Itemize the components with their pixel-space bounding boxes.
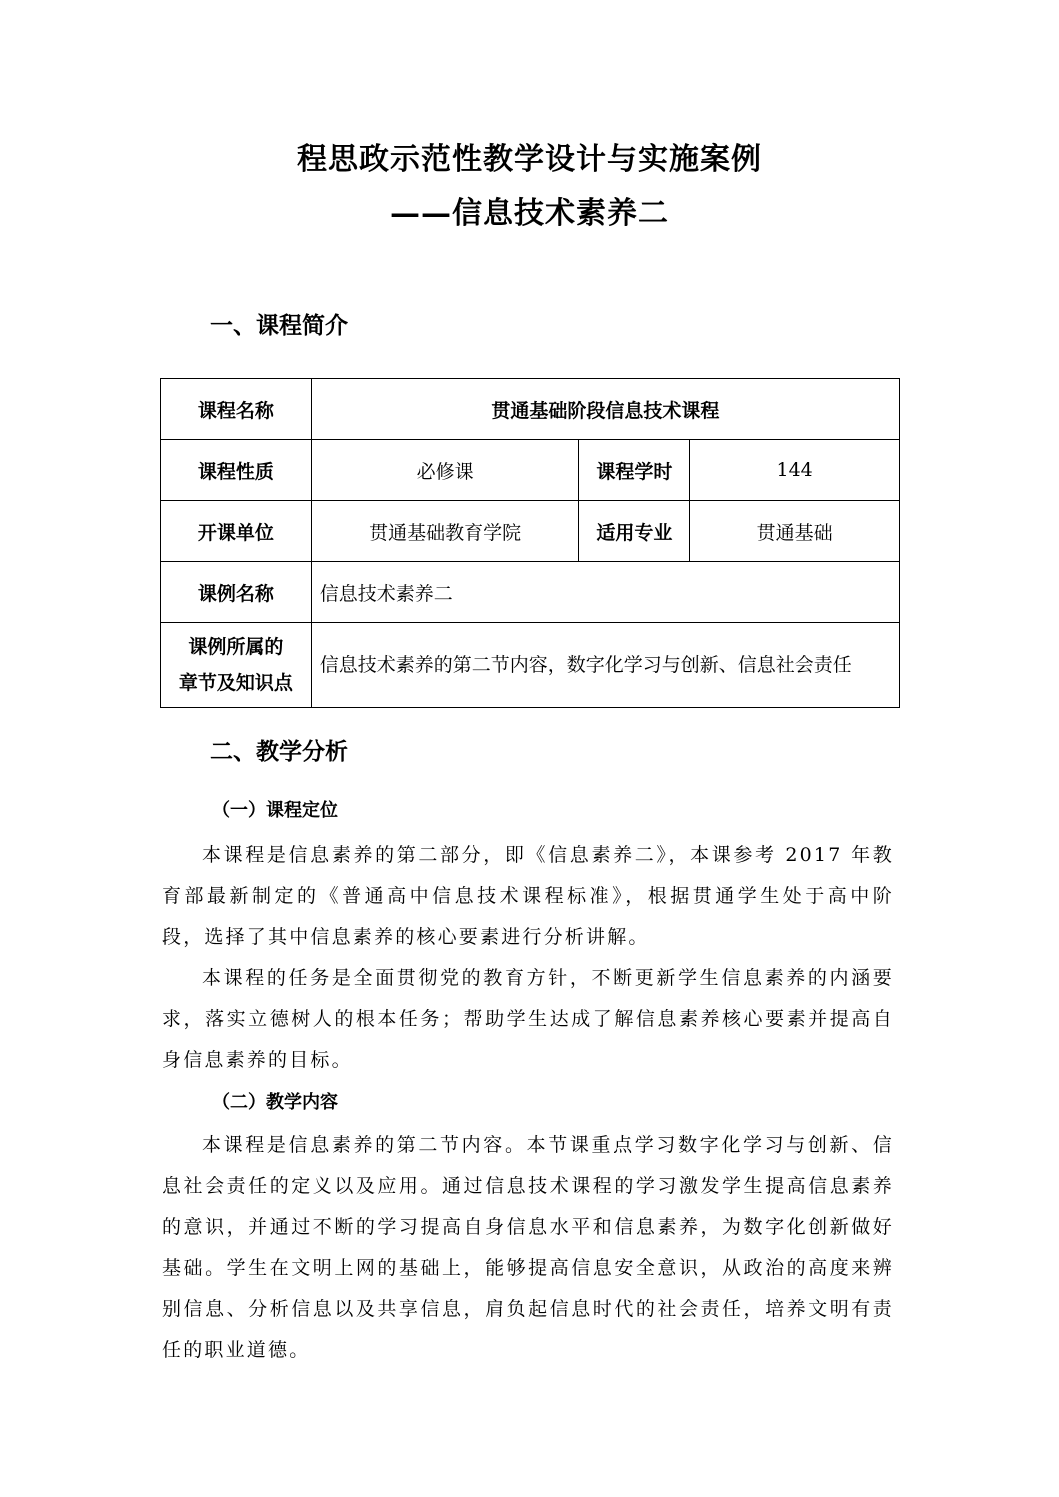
offering-unit-value: 贯通基础教育学院 bbox=[311, 501, 579, 562]
table-row bbox=[161, 440, 900, 501]
offering-unit-label: 开课单位 bbox=[161, 501, 312, 562]
paragraph-teaching-content: 本课程是信息素养的第二节内容。本节课重点学习数字化学习与创新、信息社会责任的定义以及应用。通过信息技术课程的学习激发学生提高信息素养的意识，并通过不断的学习提高自身信息水平和信息素养，为数字化创新做好基础。学生在文明上网的基础上，能够提高信息安全意识，从政治的高度来辨别信息、分析信息以及共享信息，肩负起信息时代的社会责任，培养文明有责任的职业道德。 bbox=[162, 1134, 894, 1361]
table-row bbox=[161, 562, 900, 623]
section-heading-teaching-analysis: 二、教学分析 bbox=[210, 738, 348, 765]
paragraph-course-positioning-2: 本课程的任务是全面贯彻党的教育方针，不断更新学生信息素养的内涵要求，落实立德树人的根本任务；帮助学生达成了解信息素养核心要素并提高自身信息素养的目标。 bbox=[162, 967, 894, 1071]
case-name-value: 信息技术素养二 bbox=[311, 562, 899, 623]
chapter-label-line2: 章节及知识点 bbox=[178, 672, 293, 694]
document-title: 程思政示范性教学设计与实施案例 bbox=[297, 142, 762, 177]
case-name-label: 课例名称 bbox=[161, 562, 312, 623]
course-type-value: 必修课 bbox=[311, 440, 579, 501]
course-hours-value: 144 bbox=[690, 440, 900, 501]
course-name-label: 课程名称 bbox=[161, 379, 312, 440]
table-row bbox=[161, 501, 900, 562]
table-row bbox=[161, 623, 900, 708]
course-name-value: 贯通基础阶段信息技术课程 bbox=[311, 379, 899, 440]
course-type-label: 课程性质 bbox=[161, 440, 312, 501]
subheading-teaching-content: （二）教学内容 bbox=[212, 1092, 338, 1113]
document-subtitle: ——信息技术素养二 bbox=[390, 196, 669, 231]
subheading-course-positioning: （一）课程定位 bbox=[212, 800, 338, 821]
course-info-table bbox=[160, 378, 900, 708]
course-hours-label: 课程学时 bbox=[579, 440, 690, 501]
chapter-value: 信息技术素养的第二节内容，数字化学习与创新、信息社会责任 bbox=[311, 623, 899, 708]
chapter-label-line1: 课例所属的 bbox=[188, 636, 284, 658]
table-row bbox=[161, 379, 900, 440]
applicable-major-label: 适用专业 bbox=[579, 501, 690, 562]
applicable-major-value: 贯通基础 bbox=[690, 501, 900, 562]
section-heading-course-intro: 一、课程简介 bbox=[210, 312, 348, 339]
chapter-label bbox=[161, 623, 312, 708]
paragraph-course-positioning-1: 本课程是信息素养的第二部分，即《信息素养二》，本课参考 2017 年教育部最新制定的《普通高中信息技术课程标准》，根据贯通学生处于高中阶段，选择了其中信息素养的核心要素进行分析讲解。 bbox=[162, 844, 894, 948]
